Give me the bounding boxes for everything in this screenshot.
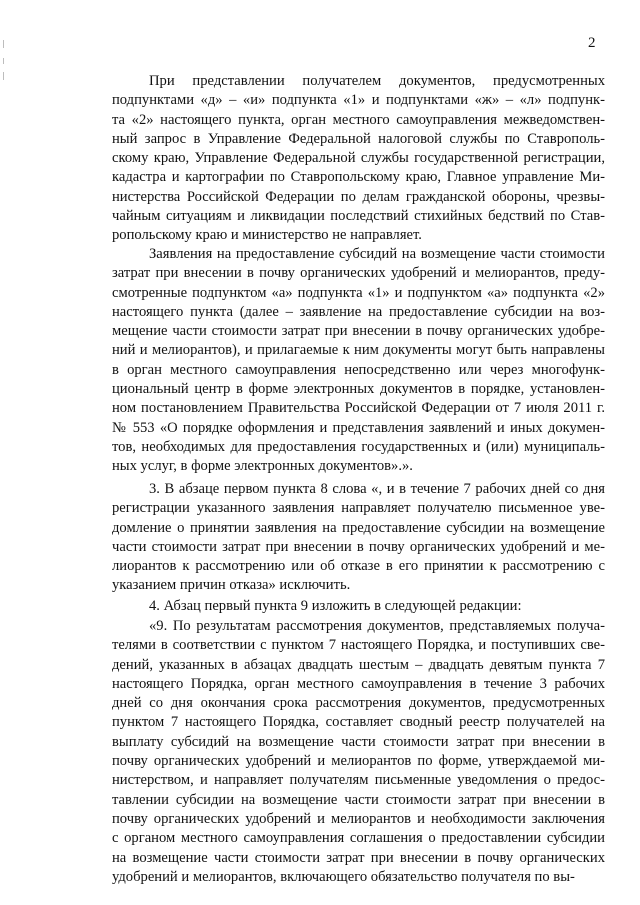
text-line: в орган местного самоуправления непосредственно или через многофунк- [112,361,605,378]
text-line: При представлении получателем документов, предусмотренных [149,73,605,89]
text-line: на возмещение части стоимости затрат при внесении в почву органических [112,849,605,866]
scan-edge-mark [3,72,4,80]
text-line: кадастра и картографии по Ставропольскому краю, Главное управление Ми- [112,169,605,186]
text-line: ных услуг, в форме электронных документов».». [112,458,413,475]
text-line: с органом местного самоуправления соглашения о предоставлении субсидии [112,830,605,847]
text-line: части стоимости затрат при внесении в почву органических удобрений и ме- [112,538,605,555]
text-line: мещение части стоимости затрат при внесении в почву органических удобре- [112,323,605,340]
text-line: тавлении субсидии на возмещение части стоимости затрат при внесении в [112,791,605,808]
text-line: удобрений и мелиорантов, включающего обязательство получателя по вы- [112,868,575,885]
text-line: настоящего Порядка, орган местного самоуправления в течение 3 рабочих [112,675,605,692]
text-line: телями в соответствии с пунктом 7 настоящего Порядка, и поступивших све- [112,637,605,654]
paragraph [112,245,605,477]
paragraph [112,72,605,246]
scan-edge-mark [3,58,4,64]
text-line: Заявления на предоставление субсидий на возмещение части стоимости [149,246,605,262]
text-line: ропольскому краю и министерство не направляет. [112,227,422,244]
text-line: тов, необходимых для предоставления государственных и (или) муниципаль- [112,438,605,455]
text-line: ний и мелиорантов), и прилагаемые к ним документы могут быть направлены [112,342,605,359]
text-line: выплату субсидий на возмещение части стоимости затрат при внесении в [112,733,605,750]
text-line: «9. По результатам рассмотрения документов, представляемых получа- [149,618,605,634]
text-line: затрат при внесении в почву органических удобрений и мелиорантов, преду- [112,265,605,282]
text-line: дений, указанных в абзацах двадцать шестым – двадцать девятым пункта 7 [112,656,605,673]
page-number: 2 [588,35,596,51]
text-line: 3. В абзаце первом пункта 8 слова «, и в течение 7 рабочих дней со дня [149,481,605,497]
text-line: настоящего пункта (далее – заявление на предоставление субсидии на воз- [112,303,605,320]
text-line: указанием причин отказа» исключить. [112,577,351,594]
paragraph [112,480,605,596]
text-line: циональный центр в форме электронных документов в порядке, установлен- [112,381,605,398]
text-line: скому краю, Управление Федеральной службы государственной регистрации, [112,150,605,167]
paragraph [112,597,605,616]
text-line: дней со дня окончания срока рассмотрения документов, предусмотренных [112,695,605,712]
text-line: ный запрос в Управление Федеральной налоговой службы по Ставрополь- [112,130,605,147]
text-line: нистерством, и направляет получателям письменные уведомления о предос- [112,772,605,789]
text-line: лиорантов к рассмотрению или об отказе в его принятии к рассмотрению с [112,558,605,575]
text-line: регистрации указанного заявления направляет получателю письменное уве- [112,500,605,517]
text-line: подпунктами «д» – «и» подпункта «1» и подпунктами «ж» – «л» подпунк- [112,92,605,109]
text-line: чайным ситуациям и ликвидации последствий стихийных бедствий по Став- [112,208,605,225]
paragraph [112,617,605,887]
text-line: ном постановлением Правительства Российской Федерации от 7 июля 2011 г. [112,400,605,417]
text-line: нистерства Российской Федерации по делам гражданской обороны, чрезвы- [112,188,605,205]
text-line: 4. Абзац первый пункта 9 изложить в следующей редакции: [149,598,522,614]
text-line: почву органических удобрений и мелиорантов по форме, утверждаемой ми- [112,753,605,770]
text-line: почву органических удобрений и мелиорантов и необходимости заключения [112,810,605,827]
text-line: домление о принятии заявления на предоставление субсидии на возмещение [112,519,605,536]
text-line: смотренные подпунктом «а» подпункта «1» и подпунктом «а» подпункта «2» [112,284,605,301]
text-line: № 553 «О порядке оформления и представления заявлений и иных докумен- [112,419,605,436]
text-line: та «2» настоящего пункта, орган местного самоуправления межведомствен- [112,111,605,128]
scan-edge-mark [3,40,4,48]
text-line: пунктом 7 настоящего Порядка, составляет сводный реестр получателей на [112,714,605,731]
